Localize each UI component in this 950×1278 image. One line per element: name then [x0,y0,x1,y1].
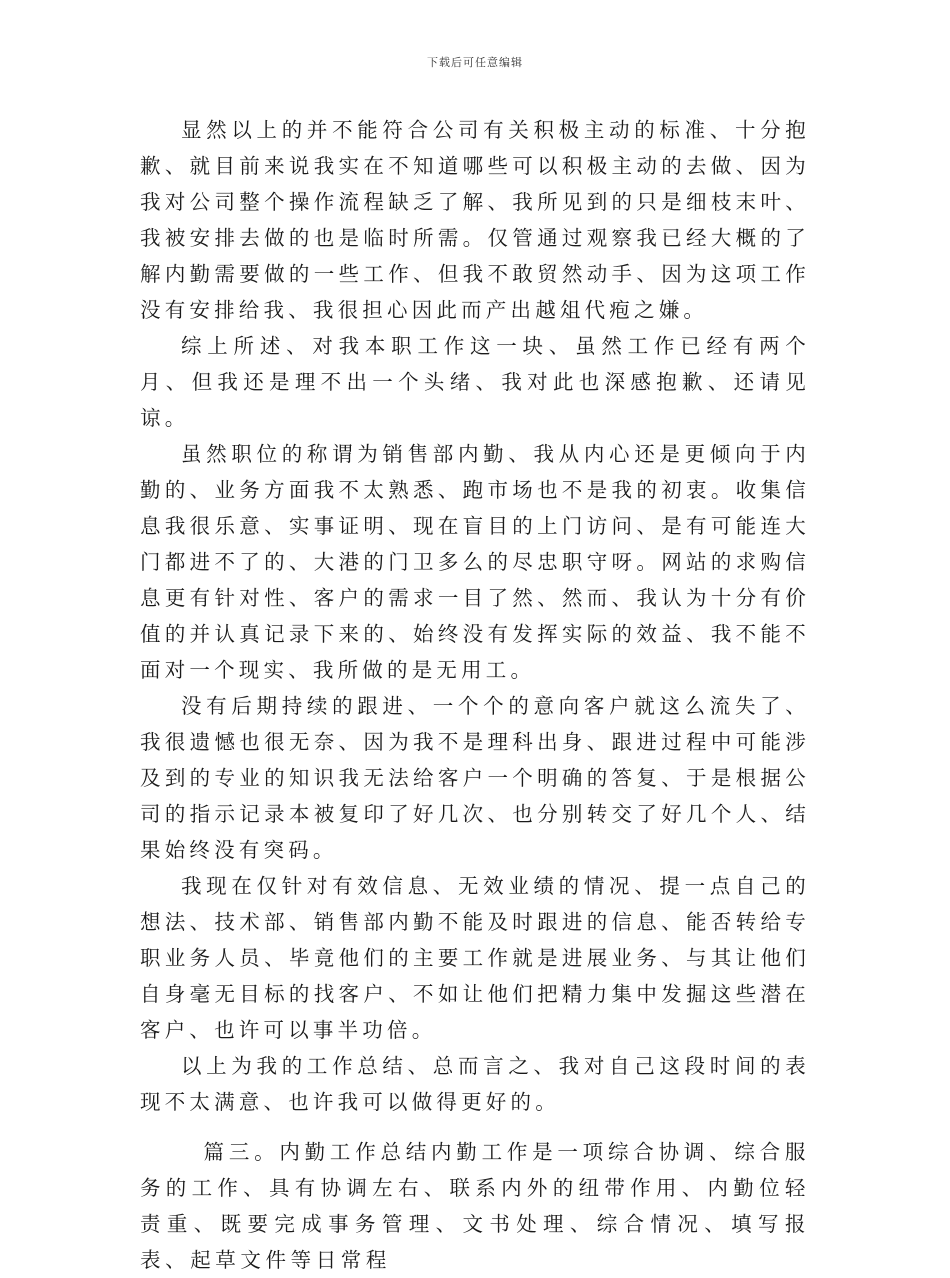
paragraph-4: 没有后期持续的跟进、一个个的意向客户就这么流失了、我很遗憾也很无奈、因为我不是理科出身、跟进过程中可能涉及到的专业的知识我无法给客户一个明确的答复、于是根据公司的指示记录本被复印了好几次、也分别转交了好几个人、结果始终没有突码。 [140,694,810,862]
paragraph-7: 篇三。内勤工作总结内勤工作是一项综合协调、综合服务的工作、具有协调左右、联系内外的纽带作用、内勤位轻责重、既要完成事务管理、文书处理、综合情况、填写报表、起草文件等日常程 [140,1140,810,1272]
paragraph-1: 显然以上的并不能符合公司有关积极主动的标准、十分抱歉、就目前来说我实在不知道哪些可以积极主动的去做、因为我对公司整个操作流程缺乏了解、我所见到的只是细枝末叶、我被安排去做的也是临时所需。仅管通过观察我已经大概的了解内勤需要做的一些工作、但我不敢贸然动手、因为这项工作没有安排给我、我很担心因此而产出越俎代疱之嫌。 [140,118,810,322]
document-body [140,112,810,1278]
paragraph-5: 我现在仅针对有效信息、无效业绩的情况、提一点自己的想法、技术部、销售部内勤不能及时跟进的信息、能否转给专职业务人员、毕竟他们的主要工作就是进展业务、与其让他们自身毫无目标的找客户、不如让他们把精力集中发掘这些潜在客户、也许可以事半功倍。 [140,874,810,1042]
paragraph-2: 综上所述、对我本职工作这一块、虽然工作已经有两个月、但我还是理不出一个头绪、我对此也深感抱歉、还请见谅。 [140,334,810,430]
page-header: 下载后可任意编辑 [427,56,523,69]
paragraph-3: 虽然职位的称谓为销售部内勤、我从内心还是更倾向于内勤的、业务方面我不太熟悉、跑市场也不是我的初衷。收集信息我很乐意、实事证明、现在盲目的上门访问、是有可能连大门都进不了的、大港的门卫多么的尽忠职守呀。网站的求购信息更有针对性、客户的需求一目了然、然而、我认为十分有价值的并认真记录下来的、始终没有发挥实际的效益、我不能不面对一个现实、我所做的是无用工。 [140,442,810,682]
paragraph-6: 以上为我的工作总结、总而言之、我对自己这段时间的表现不太满意、也许我可以做得更好的。 [140,1054,810,1114]
